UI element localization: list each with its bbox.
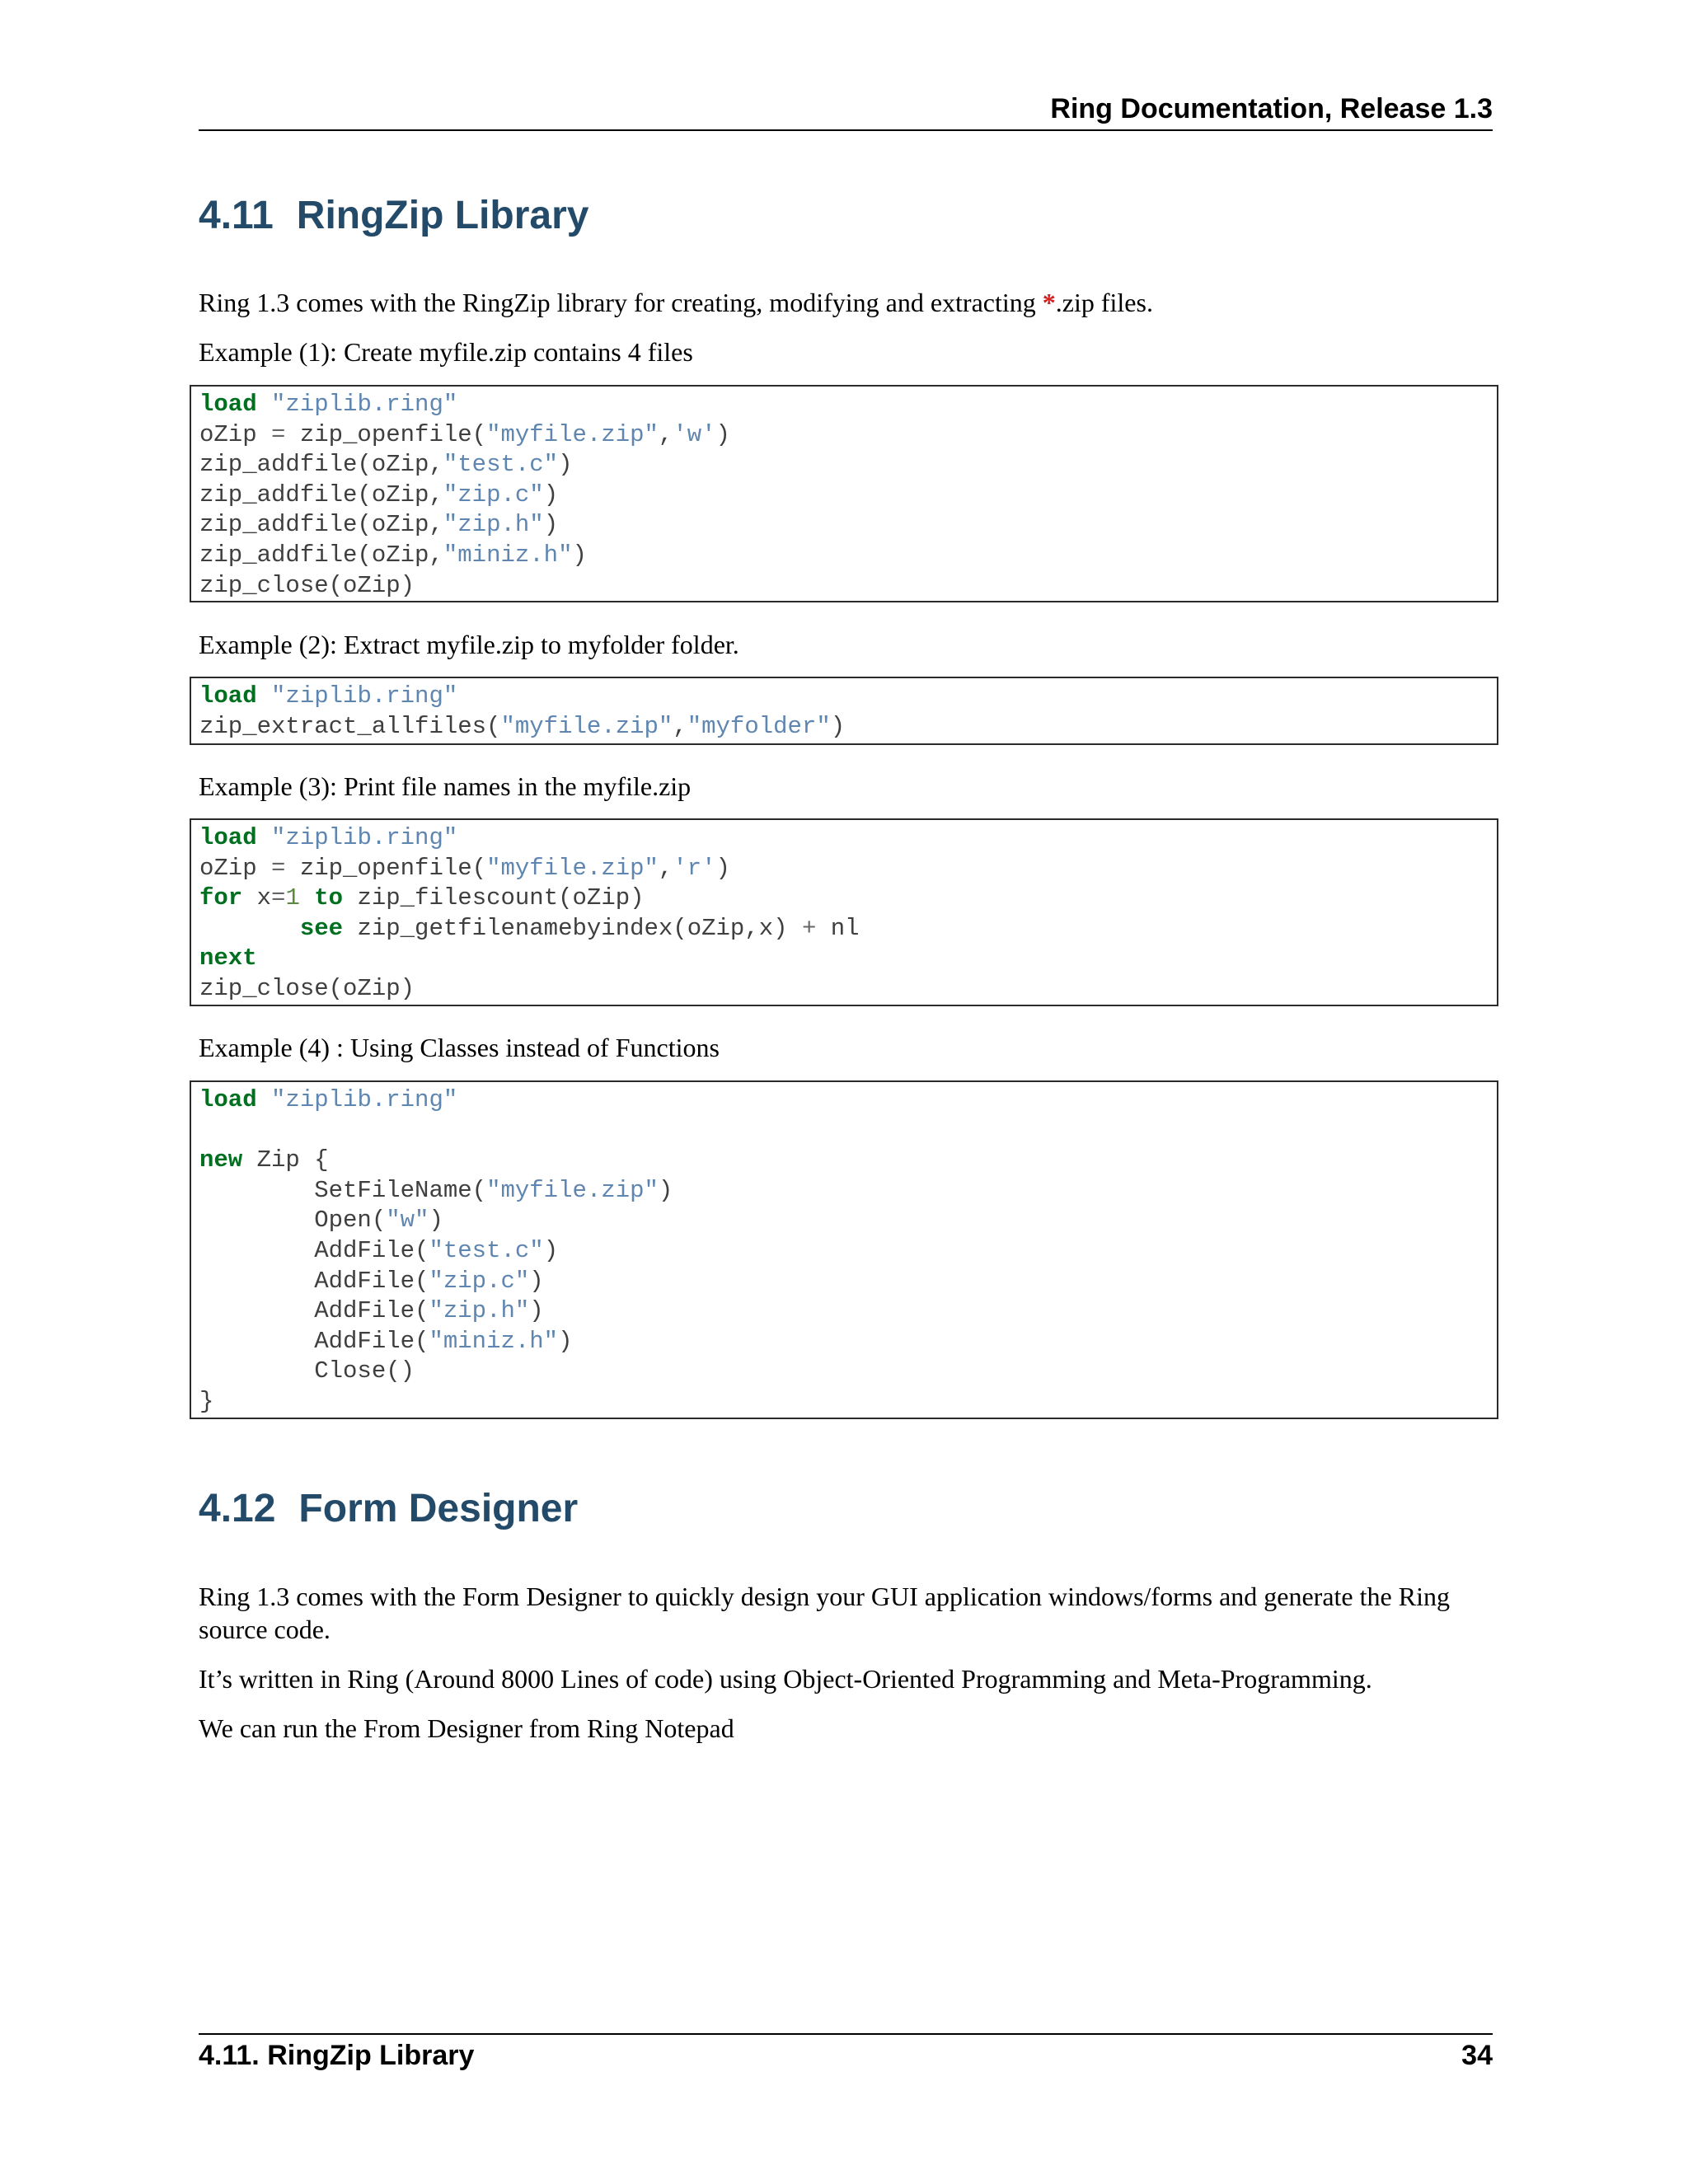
code-line: zip_addfile(oZip,"test.c") [199, 451, 573, 479]
example1-caption: Example (1): Create myfile.zip contains 4 files [199, 337, 693, 367]
code-block-example3 [190, 818, 1498, 1006]
code-block-example1 [190, 385, 1498, 602]
code-line: AddFile("test.c") [199, 1236, 559, 1264]
intro-text: Ring 1.3 comes with the RingZip library for creating, modifying and extracting [199, 288, 1043, 317]
code-line: next [199, 944, 257, 972]
code-line: zip_close(oZip) [199, 974, 415, 1002]
code-line: oZip = zip_openfile("myfile.zip",'w') [199, 420, 730, 448]
section-number: 4.11 [199, 194, 274, 237]
code-line: zip_addfile(oZip,"miniz.h") [199, 541, 587, 569]
code-line: AddFile("miniz.h") [199, 1327, 573, 1355]
code-line: Open("w") [199, 1207, 443, 1235]
example4-caption: Example (4) : Using Classes instead of Functions [199, 1033, 720, 1062]
code-line: Close() [199, 1357, 415, 1385]
code-line: zip_addfile(oZip,"zip.h") [199, 511, 559, 539]
code-line: oZip = zip_openfile("myfile.zip",'r') [199, 854, 730, 882]
code-line: see zip_getfilenamebyindex(oZip,x) + nl [299, 914, 860, 942]
form-designer-paragraph-3: We can run the From Designer from Ring Notepad [199, 1713, 734, 1743]
section-number: 4.12 [199, 1487, 276, 1530]
code-line [199, 1116, 1489, 1146]
example3-caption: Example (3): Print file names in the myfile.zip [199, 771, 692, 801]
page-number: 34 [1461, 2040, 1493, 2071]
header-rule [199, 129, 1493, 131]
code-line: SetFileName("myfile.zip") [199, 1176, 673, 1204]
form-designer-paragraph-2: It’s written in Ring (Around 8000 Lines of code) using Object-Oriented Programming and Meta-Programming. [199, 1664, 1372, 1694]
running-header-title: Ring Documentation, Release 1.3 [1050, 93, 1493, 124]
section-title: RingZip Library [296, 194, 589, 237]
code-line: zip_extract_allfiles("myfile.zip","myfolder") [199, 712, 846, 740]
example2-caption: Example (2): Extract myfile.zip to myfolder folder. [199, 630, 739, 659]
code-line: load "ziplib.ring" [199, 824, 458, 851]
code-line: AddFile("zip.c") [199, 1267, 544, 1295]
code-block-example2 [190, 677, 1498, 745]
form-designer-paragraph-1: Ring 1.3 comes with the Form Designer to quickly design your GUI application windows/forms and generate the Ring source code. [199, 1582, 1450, 1644]
intro-text-end: .zip files. [1055, 288, 1153, 317]
footer-rule [199, 2033, 1493, 2035]
code-line: load "ziplib.ring" [199, 682, 458, 710]
footer-section-title: 4.11. RingZip Library [199, 2040, 475, 2071]
section-heading-form-designer [199, 1486, 578, 1532]
ringzip-intro-paragraph [199, 286, 1493, 319]
code-line: zip_addfile(oZip,"zip.c") [199, 480, 559, 509]
code-line: } [199, 1387, 214, 1415]
asterisk-glyph: * [1042, 288, 1056, 317]
code-line: zip_close(oZip) [199, 571, 415, 599]
code-line: AddFile("zip.h") [199, 1297, 544, 1325]
code-block-example4 [190, 1080, 1498, 1419]
code-line: load "ziplib.ring" [199, 391, 458, 418]
section-title: Form Designer [298, 1487, 579, 1530]
code-line: new Zip { [199, 1146, 329, 1174]
code-line: for x=1 to zip_filescount(oZip) [199, 884, 645, 912]
section-heading-ringzip [199, 193, 588, 239]
code-line: load "ziplib.ring" [199, 1086, 458, 1113]
